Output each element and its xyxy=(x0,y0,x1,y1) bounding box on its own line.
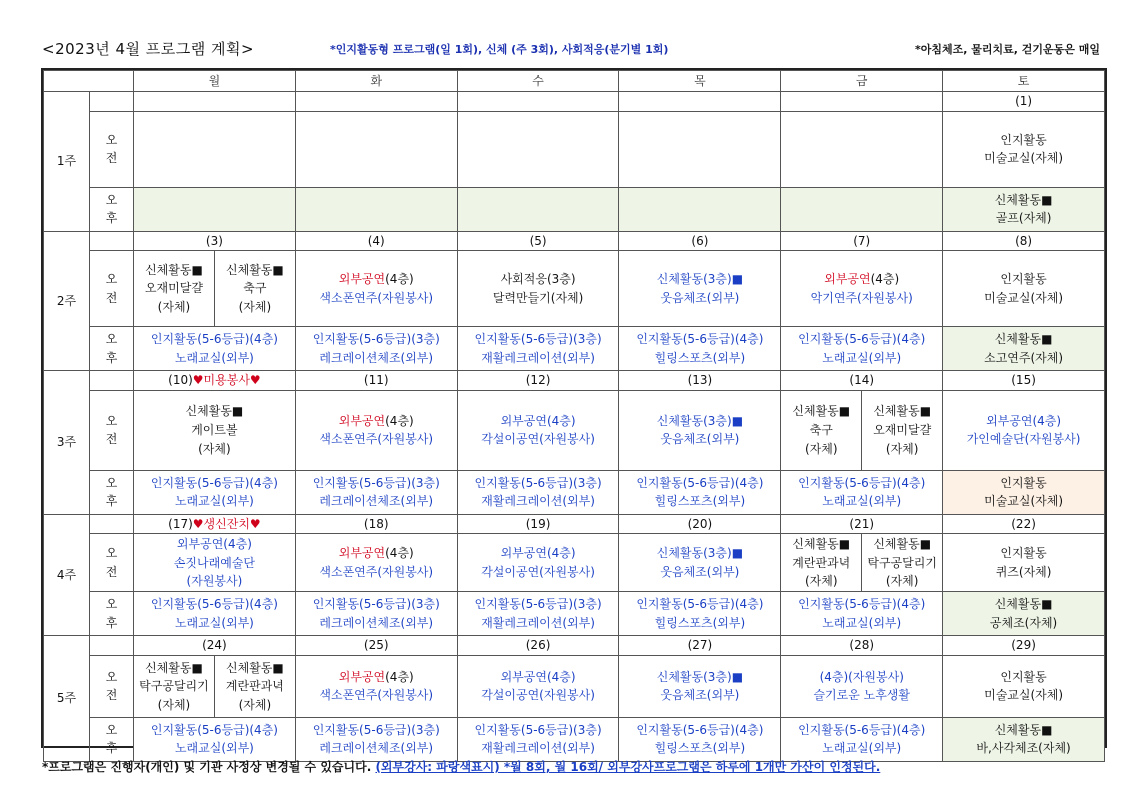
date-number: (13) xyxy=(687,373,713,388)
pm-label: 오 후 xyxy=(90,187,134,231)
afternoon-activity-cell xyxy=(781,592,943,636)
activity-line: 색소폰연주(자원봉사) xyxy=(319,290,434,305)
date-cell xyxy=(295,231,457,251)
afternoon-activity-cell xyxy=(134,470,296,514)
morning-activity-cell xyxy=(134,534,296,592)
activity-line: 노래교실(외부) xyxy=(174,741,254,756)
activity-line: 인지활동(5-6등급)(4층) xyxy=(798,722,926,737)
date-number: (14) xyxy=(849,373,875,388)
activity-line: 레크레이션체조(외부) xyxy=(319,615,434,630)
day-header: 화 xyxy=(295,71,457,92)
date-cell xyxy=(457,231,619,251)
date-number: (8) xyxy=(1015,233,1033,248)
morning-activity-cell xyxy=(134,251,296,327)
activity-line: 외부공연(4층) xyxy=(500,413,576,428)
afternoon-activity-cell xyxy=(943,327,1105,371)
afternoon-activity-cell xyxy=(295,717,457,761)
activity-line: 웃음체조(외부) xyxy=(660,432,740,447)
activity-line: 인지활동(5-6등급)(4층) xyxy=(636,332,764,347)
date-cell xyxy=(295,371,457,391)
morning-activity-cell xyxy=(619,251,781,327)
afternoon-activity-cell xyxy=(295,592,457,636)
date-number: (6) xyxy=(691,233,709,248)
date-number: (21) xyxy=(849,516,875,531)
activity-line: 인지활동(5-6등급)(4층) xyxy=(798,597,926,612)
activity-line xyxy=(296,270,457,289)
activity-line: 인지활동(5-6등급)(4층) xyxy=(150,332,278,347)
activity-line: 인지활동(5-6등급)(3층) xyxy=(474,332,602,347)
split-activity: 신체활동■ 계란판과녁 (자체) xyxy=(214,656,295,717)
external-performance: 외부공연 xyxy=(824,272,871,287)
date-cell xyxy=(295,514,457,534)
date-number: (24) xyxy=(202,638,227,653)
morning-activity-cell xyxy=(619,534,781,592)
am-label: 오 전 xyxy=(90,111,134,187)
date-cell xyxy=(457,371,619,391)
activity-line: 각설이공연(자원봉사) xyxy=(481,564,595,579)
activity-line: 각설이공연(자원봉사) xyxy=(481,688,595,703)
date-number: (3) xyxy=(205,233,223,248)
split-activity: 신체활동■ 탁구공달리기 (자체) xyxy=(861,534,942,591)
date-cell xyxy=(943,92,1105,112)
morning-activity-cell xyxy=(134,655,296,717)
activity-line: 노래교실(외부) xyxy=(174,494,254,509)
floor-label: (4층) xyxy=(385,413,414,428)
morning-activity-cell xyxy=(134,390,296,470)
activity-text: 인지활동 퀴즈(자체) xyxy=(995,546,1052,579)
activity-line: 노래교실(외부) xyxy=(822,350,902,365)
am-label: 오 전 xyxy=(90,251,134,327)
pm-label: 오 후 xyxy=(90,592,134,636)
split-activity: 신체활동■ 계란판과녁 (자체) xyxy=(792,536,851,589)
date-cell xyxy=(619,636,781,656)
week-label: 2주 xyxy=(44,231,90,371)
date-number: (17) xyxy=(168,516,193,531)
activity-line: 힐링스포츠(외부) xyxy=(654,615,746,630)
activity-line: 인지활동(5-6등급)(4층) xyxy=(636,597,764,612)
day-header: 목 xyxy=(619,71,781,92)
afternoon-row xyxy=(44,187,1105,231)
activity-line: 인지활동(5-6등급)(3층) xyxy=(474,597,602,612)
morning-activity-cell xyxy=(619,111,781,187)
week-label: 4주 xyxy=(44,514,90,636)
activity-line: 인지활동(5-6등급)(3층) xyxy=(474,475,602,490)
date-number: (15) xyxy=(1011,373,1036,388)
activity-line: 힐링스포츠(외부) xyxy=(654,741,746,756)
activity-line xyxy=(296,412,457,431)
morning-activity-cell xyxy=(781,251,943,327)
date-cell xyxy=(134,636,296,656)
morning-row xyxy=(44,534,1105,592)
afternoon-activity-cell xyxy=(457,717,619,761)
day-header: 수 xyxy=(457,71,619,92)
activity-line: 악기연주(자원봉사) xyxy=(810,290,913,305)
activity-line: 슬기로운 노후생활 xyxy=(813,688,910,703)
date-cell xyxy=(619,231,781,251)
activity-line: (4층)(자원봉사) xyxy=(819,669,904,684)
afternoon-activity-cell xyxy=(295,187,457,231)
afternoon-activity-cell xyxy=(295,327,457,371)
afternoon-activity-cell xyxy=(781,187,943,231)
morning-activity-cell xyxy=(781,390,943,470)
afternoon-activity-cell xyxy=(943,717,1105,761)
week-label: 5주 xyxy=(44,636,90,762)
date-row xyxy=(44,231,1105,251)
afternoon-row xyxy=(44,327,1105,371)
date-cell xyxy=(943,514,1105,534)
footer-note xyxy=(42,758,880,775)
date-number: (7) xyxy=(853,233,871,248)
date-number: (22) xyxy=(1011,516,1036,531)
morning-activity-cell xyxy=(781,534,943,592)
morning-row xyxy=(44,111,1105,187)
date-cell xyxy=(781,514,943,534)
activity-line: 신체활동(3층)■ xyxy=(656,413,744,428)
split-activity: 신체활동■ 탁구공달리기 (자체) xyxy=(139,660,209,712)
afternoon-row xyxy=(44,592,1105,636)
afternoon-activity-cell xyxy=(943,592,1105,636)
floor-label: (4층) xyxy=(385,669,414,684)
activity-line: 웃음체조(외부) xyxy=(660,688,740,703)
afternoon-activity-cell xyxy=(134,592,296,636)
morning-activity-cell xyxy=(943,534,1105,592)
external-performance: 외부공연 xyxy=(338,669,386,684)
morning-activity-cell xyxy=(781,655,943,717)
date-cell xyxy=(134,514,296,534)
afternoon-activity-cell xyxy=(943,470,1105,514)
date-number: (19) xyxy=(525,516,551,531)
footer-plain-text: *프로그램은 진행자(개인) 및 기관 사정상 변경될 수 있습니다. xyxy=(42,760,376,774)
split-activity: 신체활동■ 축구 (자체) xyxy=(792,404,851,456)
morning-activity-cell xyxy=(943,390,1105,470)
floor-label: (4층) xyxy=(385,272,414,287)
activity-line: 인지활동(5-6등급)(4층) xyxy=(798,475,926,490)
afternoon-row xyxy=(44,470,1105,514)
pm-label: 오 후 xyxy=(90,327,134,371)
activity-line: 가인예술단(자원봉사) xyxy=(966,432,1081,447)
morning-activity-cell xyxy=(619,390,781,470)
date-cell xyxy=(943,371,1105,391)
morning-activity-cell xyxy=(457,534,619,592)
date-number: (18) xyxy=(363,516,389,531)
date-cell xyxy=(619,92,781,112)
afternoon-activity-cell xyxy=(134,187,296,231)
date-cell xyxy=(295,92,457,112)
activity-text: 인지활동 미술교실(자체) xyxy=(984,475,1064,509)
activity-line: 노래교실(외부) xyxy=(174,350,254,365)
activity-line xyxy=(296,544,457,563)
date-row xyxy=(44,636,1105,656)
activity-line: 인지활동(5-6등급)(4층) xyxy=(150,722,278,737)
afternoon-activity-cell xyxy=(134,327,296,371)
activity-line: 재활레크레이션(외부) xyxy=(481,494,595,509)
afternoon-activity-cell xyxy=(134,717,296,761)
date-spacer xyxy=(90,371,134,391)
activity-line: 인지활동(5-6등급)(3층) xyxy=(312,475,440,490)
floor-label: (4층) xyxy=(870,272,900,287)
activity-line: 신체활동(3층)■ xyxy=(656,669,744,684)
morning-activity-cell xyxy=(943,251,1105,327)
activity-line: 인지활동(5-6등급)(3층) xyxy=(312,332,440,347)
floor-label: (4층) xyxy=(385,546,414,561)
afternoon-activity-cell xyxy=(295,470,457,514)
date-spacer xyxy=(90,231,134,251)
page-title: <2023년 4월 프로그램 계획> xyxy=(42,40,255,58)
activity-line: 외부공연(4층) xyxy=(500,669,576,684)
activity-line: 힐링스포츠(외부) xyxy=(654,494,746,509)
activity-line: 힐링스포츠(외부) xyxy=(654,350,746,365)
footer-underlined-text: (외부강사: 파랑색표시) *월 8회, 월 16회/ 외부강사프로그램은 하루에 1개만 가산이 인정된다. xyxy=(375,760,881,774)
corner-header xyxy=(44,71,134,92)
activity-line: 노래교실(외부) xyxy=(822,494,902,509)
activity-line: 인지활동(5-6등급)(3층) xyxy=(312,597,440,612)
date-number: (28) xyxy=(849,638,875,653)
afternoon-activity-cell xyxy=(781,717,943,761)
date-cell xyxy=(781,92,943,112)
date-row xyxy=(44,371,1105,391)
split-activity: 신체활동■ 오재미달걀 (자체) xyxy=(144,262,203,314)
morning-row xyxy=(44,655,1105,717)
morning-activity-cell xyxy=(457,251,619,327)
schedule-table xyxy=(43,70,1105,762)
date-number: (27) xyxy=(687,638,713,653)
date-number: (20) xyxy=(687,516,713,531)
afternoon-row xyxy=(44,717,1105,761)
afternoon-activity-cell xyxy=(619,592,781,636)
morning-row xyxy=(44,251,1105,327)
activity-line: 신체활동(3층)■ xyxy=(656,272,744,287)
activity-text: 신체활동■ 소고연주(자체) xyxy=(984,332,1064,365)
activity-line: 외부공연(4층) xyxy=(500,546,576,561)
external-performance: 외부공연 xyxy=(338,546,386,561)
activity-line: 외부공연(4층) xyxy=(986,413,1062,428)
date-cell xyxy=(781,231,943,251)
activity-line: 인지활동(5-6등급)(4층) xyxy=(150,597,278,612)
activity-text: 인지활동 미술교실(자체) xyxy=(984,272,1064,305)
activity-line: 색소폰연주(자원봉사) xyxy=(319,564,434,579)
afternoon-activity-cell xyxy=(457,592,619,636)
day-header: 금 xyxy=(781,71,943,92)
activity-line: 인지활동(5-6등급)(4층) xyxy=(150,475,278,490)
activity-line: 재활레크레이션(외부) xyxy=(481,350,595,365)
activity-text: 사회적응(3층) 달력만들기(자체) xyxy=(492,272,584,305)
morning-activity-cell xyxy=(781,111,943,187)
activity-line: 색소폰연주(자원봉사) xyxy=(319,432,434,447)
date-number: (12) xyxy=(525,373,551,388)
afternoon-activity-cell xyxy=(457,327,619,371)
date-cell xyxy=(781,371,943,391)
activity-line xyxy=(781,270,942,289)
morning-activity-cell xyxy=(295,655,457,717)
am-label: 오 전 xyxy=(90,390,134,470)
afternoon-activity-cell xyxy=(619,187,781,231)
date-number: (29) xyxy=(1011,638,1036,653)
activity-line: 색소폰연주(자원봉사) xyxy=(319,688,434,703)
activity-text: 신체활동■ 공체조(자체) xyxy=(989,597,1058,630)
activity-line: 신체활동(3층)■ xyxy=(656,546,744,561)
date-cell xyxy=(619,371,781,391)
date-cell xyxy=(457,92,619,112)
activity-line: 레크레이션체조(외부) xyxy=(319,741,434,756)
date-spacer xyxy=(90,514,134,534)
date-number: (11) xyxy=(363,373,389,388)
activity-line: 웃음체조(외부) xyxy=(660,290,740,305)
activity-line xyxy=(296,668,457,687)
date-cell xyxy=(781,636,943,656)
morning-activity-cell xyxy=(943,655,1105,717)
date-number: (26) xyxy=(525,638,551,653)
activity-text: 신체활동■ 게이트볼 (자체) xyxy=(185,404,244,456)
date-cell xyxy=(457,636,619,656)
date-cell xyxy=(943,636,1105,656)
activity-line: 노래교실(외부) xyxy=(822,741,902,756)
external-performance: 외부공연 xyxy=(338,272,386,287)
date-cell xyxy=(134,92,296,112)
morning-activity-cell xyxy=(295,251,457,327)
date-number: (5) xyxy=(529,233,547,248)
afternoon-activity-cell xyxy=(619,327,781,371)
special-event: ♥생신잔치♥ xyxy=(192,516,261,531)
morning-activity-cell xyxy=(295,390,457,470)
morning-activity-cell xyxy=(134,111,296,187)
week-label: 3주 xyxy=(44,371,90,515)
week-label: 1주 xyxy=(44,92,90,232)
external-performance: 외부공연 xyxy=(338,413,386,428)
date-number: (4) xyxy=(367,233,385,248)
day-header: 월 xyxy=(134,71,296,92)
split-cell xyxy=(134,656,295,717)
activity-line: 재활레크레이션(외부) xyxy=(481,615,595,630)
date-number: (10) xyxy=(168,373,193,388)
split-cell xyxy=(134,251,295,326)
morning-activity-cell xyxy=(295,534,457,592)
daily-activity-note: *아침체조, 물리치료, 걷기운동은 매일 xyxy=(915,43,1100,56)
afternoon-activity-cell xyxy=(619,717,781,761)
date-cell xyxy=(134,231,296,251)
split-cell xyxy=(781,534,942,591)
morning-activity-cell xyxy=(457,111,619,187)
pm-label: 오 후 xyxy=(90,717,134,761)
activity-line: 노래교실(외부) xyxy=(174,615,254,630)
am-label: 오 전 xyxy=(90,655,134,717)
activity-line: 레크레이션체조(외부) xyxy=(319,494,434,509)
split-activity: 신체활동■ 축구 (자체) xyxy=(214,251,295,326)
date-number: (1) xyxy=(1015,94,1033,108)
activity-line: 인지활동(5-6등급)(4층) xyxy=(636,475,764,490)
afternoon-activity-cell xyxy=(457,470,619,514)
activity-line: 웃음체조(외부) xyxy=(660,564,740,579)
schedule-table-frame xyxy=(41,68,1107,756)
afternoon-activity-cell xyxy=(619,470,781,514)
activity-text: 인지활동 미술교실(자체) xyxy=(984,132,1064,166)
activity-text: 신체활동■ 골프(자체) xyxy=(994,192,1053,226)
activity-text: 인지활동 미술교실(자체) xyxy=(984,669,1064,703)
morning-activity-cell xyxy=(457,390,619,470)
date-row xyxy=(44,514,1105,534)
activity-line: 인지활동(5-6등급)(4층) xyxy=(636,722,764,737)
activity-text: 신체활동■ 바,사각체조(자체) xyxy=(976,722,1071,756)
activity-line: 인지활동(5-6등급)(4층) xyxy=(798,332,926,347)
date-cell xyxy=(295,636,457,656)
date-row xyxy=(44,92,1105,112)
program-frequency-note: *인지활동형 프로그램(일 1회), 신체 (주 3회), 사회적응(분기별 1회) xyxy=(330,43,669,56)
activity-line: 인지활동(5-6등급)(3층) xyxy=(474,722,602,737)
date-cell xyxy=(134,371,296,391)
activity-line: 인지활동(5-6등급)(3층) xyxy=(312,722,440,737)
split-activity: 신체활동■ 오재미달걀 (자체) xyxy=(861,391,942,470)
morning-row xyxy=(44,390,1105,470)
morning-activity-cell xyxy=(457,655,619,717)
split-cell xyxy=(781,391,942,470)
activity-line: 노래교실(외부) xyxy=(822,615,902,630)
afternoon-activity-cell xyxy=(457,187,619,231)
activity-text: 외부공연(4층) 손짓나래예술단 (자원봉사) xyxy=(173,536,255,589)
activity-line: 레크레이션체조(외부) xyxy=(319,350,434,365)
activity-line: 재활레크레이션(외부) xyxy=(481,741,595,756)
date-cell xyxy=(943,231,1105,251)
day-header: 토 xyxy=(943,71,1105,92)
morning-activity-cell xyxy=(943,111,1105,187)
afternoon-activity-cell xyxy=(781,470,943,514)
date-cell xyxy=(619,514,781,534)
activity-line: 각설이공연(자원봉사) xyxy=(481,432,595,447)
afternoon-activity-cell xyxy=(943,187,1105,231)
am-label: 오 전 xyxy=(90,534,134,592)
pm-label: 오 후 xyxy=(90,470,134,514)
date-number: (25) xyxy=(363,638,389,653)
morning-activity-cell xyxy=(619,655,781,717)
date-cell xyxy=(457,514,619,534)
morning-activity-cell xyxy=(295,111,457,187)
date-spacer xyxy=(90,636,134,656)
afternoon-activity-cell xyxy=(781,327,943,371)
special-event: ♥미용봉사♥ xyxy=(192,373,261,388)
date-spacer xyxy=(90,92,134,112)
